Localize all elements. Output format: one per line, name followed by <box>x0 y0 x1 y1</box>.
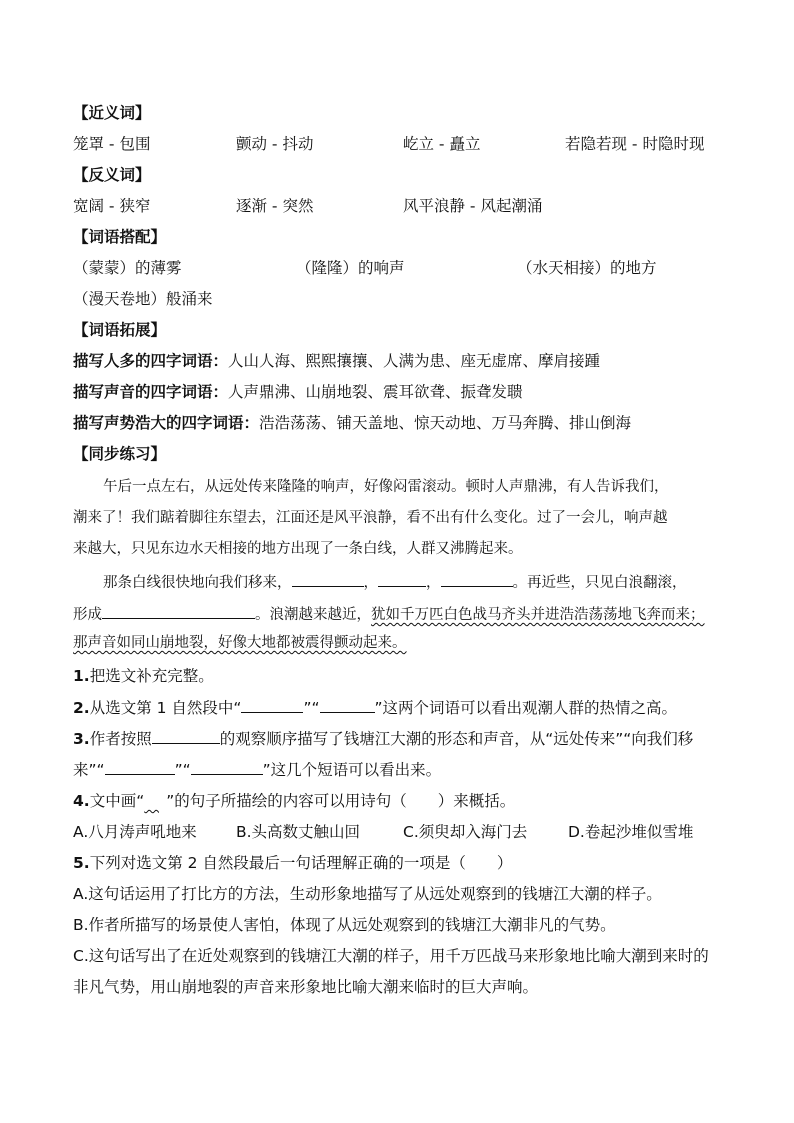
question-text: 的观察顺序描写了钱塘江大潮的形态和声音，从“远处传来”“向我们移 <box>219 730 694 748</box>
passage-text: ， <box>426 575 441 591</box>
answer-blank[interactable] <box>320 697 375 713</box>
question-number: 5. <box>73 854 90 872</box>
passage-text: 形成 <box>73 607 102 623</box>
collocation-item: （隆隆）的响声 <box>296 259 405 277</box>
collocation-item: （水天相接）的地方 <box>517 259 657 277</box>
synonym-item: 屹立 - 矗立 <box>403 135 481 153</box>
question-text: ”的句子所描绘的内容可以用诗句（ ）来概括。 <box>166 792 516 810</box>
expansion-row <box>73 382 523 402</box>
question-number: 3. <box>73 730 90 748</box>
expansion-text: 浩浩荡荡、铺天盖地、惊天动地、万马奔腾、排山倒海 <box>259 414 632 432</box>
question-2 <box>73 697 677 718</box>
expansion-label: 描写声势浩大的四字词语： <box>73 414 260 432</box>
antonyms-heading: 【反义词】 <box>73 166 151 184</box>
option-b[interactable]: B.头高数丈触山回 <box>236 823 361 841</box>
antonym-item: 风平浪静 - 风起潮涌 <box>403 197 543 215</box>
passage-text: 。浪潮越来越近， <box>255 607 371 623</box>
synonym-item: 若隐若现 - 时隐时现 <box>565 135 705 153</box>
option-a[interactable]: A.八月涛声吼地来 <box>73 823 197 841</box>
question-number: 1. <box>73 667 90 685</box>
question-text: 作者按照 <box>89 730 152 748</box>
passage-p1-line1: 午后一点左右，从远处传来隆隆的响声，好像闷雷滚动。顿时人声鼎沸，有人告诉我们， <box>103 479 669 495</box>
question-5 <box>73 853 512 873</box>
wavy-underlined-sentence: 那声音如同山崩地裂，好像大地都被震得颤动起来。 <box>73 635 407 651</box>
answer-blank[interactable] <box>105 759 175 775</box>
expansion-row <box>73 413 631 433</box>
practice-heading: 【同步练习】 <box>73 445 167 463</box>
question-text: ”这两个词语可以看出观潮人群的热情之高。 <box>374 699 678 717</box>
question-text: 把选文补充完整。 <box>89 667 214 685</box>
question-text: ”这几个短语可以看出来。 <box>262 761 442 779</box>
option-d[interactable]: D.卷起沙堆似雪堆 <box>568 823 694 841</box>
question-text: 从选文第 1 自然段中“ <box>89 699 242 717</box>
fill-blank[interactable] <box>378 571 426 587</box>
collocation-item: （漫天卷地）般涌来 <box>73 290 213 308</box>
passage-p2-line3 <box>73 633 407 653</box>
passage-p2-line2 <box>73 603 705 625</box>
collocations-heading: 【词语搭配】 <box>73 228 167 246</box>
wavy-underlined-sentence: 犹如千万匹白色战马齐头并进浩浩荡荡地飞奔而来； <box>371 607 705 623</box>
synonym-item: 笼罩 - 包围 <box>73 135 151 153</box>
question-1 <box>73 666 214 686</box>
expansion-label: 描写声音的四字词语： <box>73 383 229 401</box>
expansion-text: 人声鼎沸、山崩地裂、震耳欲聋、振聋发聩 <box>228 383 523 401</box>
expansion-row <box>73 351 600 371</box>
question-3 <box>73 728 693 749</box>
question-4 <box>73 791 515 811</box>
option-b[interactable]: B.作者所描写的场景使人害怕，体现了从远处观察到的钱塘江大潮非凡的气势。 <box>73 916 616 934</box>
question-text: 下列对选文第 2 自然段最后一句话理解正确的一项是（ ） <box>89 854 513 872</box>
question-3-line2 <box>73 759 441 780</box>
question-number: 4. <box>73 792 90 810</box>
answer-blank[interactable] <box>241 697 303 713</box>
passage-text: 那条白线很快地向我们移来， <box>103 575 292 591</box>
wavy-line-sample <box>144 791 166 811</box>
antonym-item: 宽阔 - 狭窄 <box>73 197 151 215</box>
passage-p1-line2: 潮来了！我们踮着脚往东望去，江面还是风平浪静，看不出有什么变化。过了一会儿，响声越 <box>73 510 668 526</box>
answer-blank[interactable] <box>191 759 263 775</box>
passage-p1-line3: 来越大，只见东边水天相接的地方出现了一条白线，人群又沸腾起来。 <box>73 541 523 557</box>
expansion-label: 描写人多的四字词语： <box>73 352 229 370</box>
collocation-item: （蒙蒙）的薄雾 <box>73 259 182 277</box>
option-a[interactable]: A.这句话运用了打比方的方法，生动形象地描写了从远处观察到的钱塘江大潮的样子。 <box>73 885 662 903</box>
passage-p2-line1 <box>103 571 687 593</box>
option-c[interactable]: C.须臾却入海门去 <box>403 823 528 841</box>
option-c[interactable]: C.这句话写出了在近处观察到的钱塘江大潮的样子，用千万匹战马来形象地比喻大潮到来时的 <box>73 947 709 965</box>
fill-blank[interactable] <box>102 603 255 619</box>
passage-text: 。再近些，只见白浪翻滚， <box>512 575 687 591</box>
synonym-item: 颤动 - 抖动 <box>236 135 314 153</box>
option-c-continued: 非凡气势，用山崩地裂的声音来形象地比喻大潮来临时的巨大声响。 <box>73 978 539 996</box>
question-text: ”“ <box>303 699 320 717</box>
answer-blank[interactable] <box>152 728 220 744</box>
fill-blank[interactable] <box>292 571 364 587</box>
expansion-text: 人山人海、熙熙攘攘、人满为患、座无虚席、摩肩接踵 <box>228 352 601 370</box>
question-number: 2. <box>73 699 90 717</box>
expansion-heading: 【词语拓展】 <box>73 321 167 339</box>
question-text: ”“ <box>174 761 191 779</box>
question-text: 文中画“ <box>89 792 145 810</box>
synonyms-heading: 【近义词】 <box>73 104 151 122</box>
passage-text: ， <box>363 575 378 591</box>
antonym-item: 逐渐 - 突然 <box>236 197 314 215</box>
fill-blank[interactable] <box>441 571 513 587</box>
question-text: 来”“ <box>73 761 105 779</box>
